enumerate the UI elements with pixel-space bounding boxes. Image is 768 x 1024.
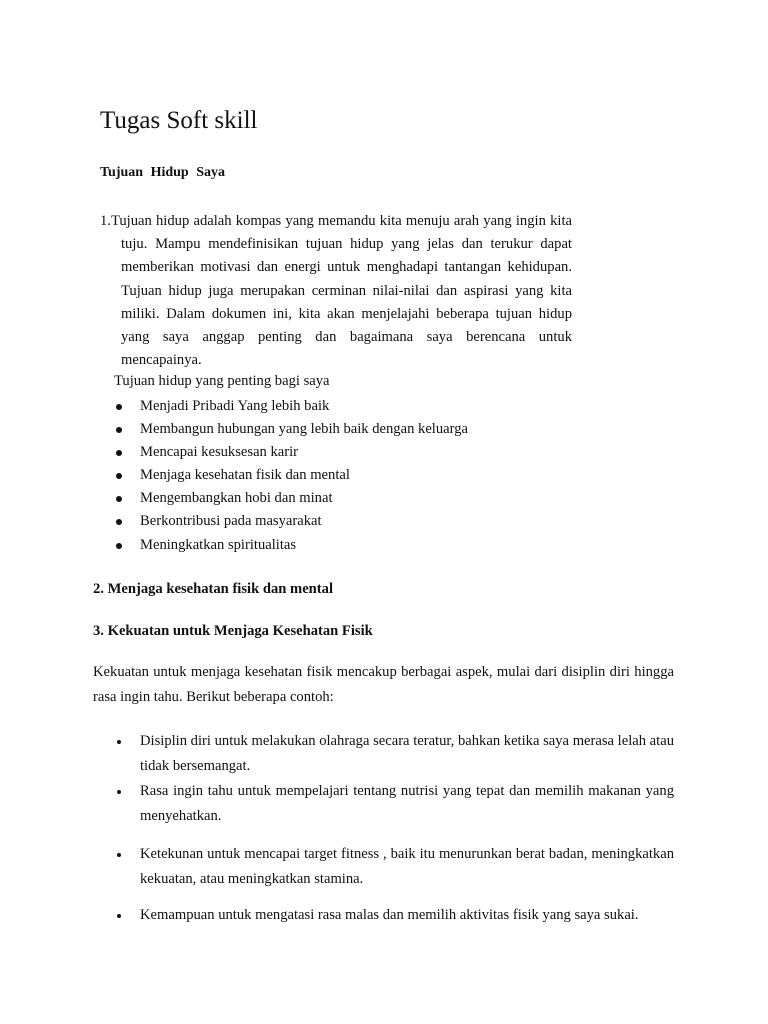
- list-item: [0, 395, 468, 418]
- list-item: [0, 510, 468, 533]
- list-item: [0, 534, 468, 557]
- list-item-text: Menjaga kesehatan fisik dan mental: [140, 467, 350, 484]
- list-item: [0, 487, 468, 510]
- bullet-icon: [116, 519, 122, 525]
- list-item-text: Berkontribusi pada masyarakat: [140, 513, 322, 530]
- list-item: [0, 729, 674, 779]
- list-item: [0, 842, 674, 892]
- bullet-icon: [116, 473, 122, 479]
- list-item-text: Mencapai kesuksesan karir: [140, 444, 299, 461]
- bullet-icon: [116, 427, 122, 433]
- section-heading-3: 3. Kekuatan untuk Menjaga Kesehatan Fisik: [93, 623, 373, 639]
- list-item-text: Mengembangkan hobi dan minat: [140, 490, 333, 507]
- paragraph-text: Tujuan hidup adalah kompas yang memandu kita menuju arah yang ingin kita tuju. Mampu mendefinisikan tujuan hidup yang jelas dan terukur dapat memberikan motivasi dan energi untuk menghadapi tantangan kehidupan. Tujuan hidup juga merupakan cerminan nilai-nilai dan aspirasi yang kita miliki. Dalam dokumen ini, kita akan menjelajahi beberapa tujuan hidup yang saya anggap penting dan bagaimana saya berencana untuk mencapainya.: [110, 213, 572, 369]
- list-item-text: Rasa ingin tahu untuk mempelajari tentang nutrisi yang tepat dan memilih makanan yang menyehatkan.: [140, 783, 674, 824]
- goals-heading: Tujuan hidup yang penting bagi saya: [114, 373, 330, 389]
- list-item: [0, 418, 468, 441]
- bullet-icon: [116, 404, 122, 410]
- bullet-icon: [117, 790, 121, 794]
- list-item-text: Kemampuan untuk mengatasi rasa malas dan memilih aktivitas fisik yang saya sukai.: [140, 907, 639, 923]
- list-item-text: Membangun hubungan yang lebih baik dengan keluarga: [140, 421, 469, 438]
- list-item: [0, 441, 468, 464]
- list-item-text: Menjadi Pribadi Yang lebih baik: [140, 398, 330, 414]
- goals-list: [0, 395, 468, 557]
- list-item-text: Ketekunan untuk mencapai target fitness , baik itu menurunkan berat badan, meningkatkan kekuatan, atau meningkatkan stamina.: [140, 846, 674, 887]
- list-item: [0, 903, 674, 928]
- list-item: [0, 464, 468, 487]
- intro-paragraph: Kekuatan untuk menjaga kesehatan fisik mencakup berbagai aspek, mulai dari disiplin diri hingga rasa ingin tahu. Berikut beberapa contoh:: [93, 664, 674, 705]
- bullet-icon: [116, 496, 122, 502]
- paragraph-number: 1.: [100, 213, 111, 229]
- bullet-icon: [117, 740, 121, 744]
- list-item: [0, 779, 674, 829]
- document-subtitle: Tujuan Hidup Saya: [100, 165, 225, 180]
- list-item-text: Meningkatkan spiritualitas: [140, 536, 297, 553]
- bullet-icon: [117, 914, 121, 918]
- bullet-icon: [117, 853, 121, 857]
- bullet-icon: [116, 543, 122, 549]
- list-item-text: Disiplin diri untuk melakukan olahraga secara teratur, bahkan ketika saya merasa lelah atau tidak bersemangat.: [140, 733, 674, 774]
- bullet-icon: [116, 450, 122, 456]
- section-heading-2: 2. Menjaga kesehatan fisik dan mental: [93, 581, 333, 597]
- document-title: Tugas Soft skill: [100, 107, 258, 134]
- numbered-paragraph: [90, 210, 572, 372]
